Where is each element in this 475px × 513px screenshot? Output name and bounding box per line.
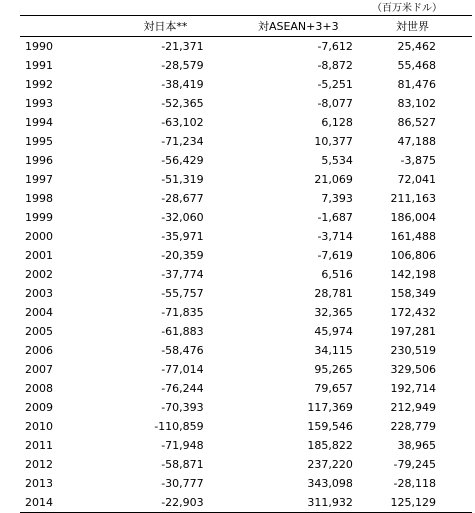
world-cell: 228,779 — [390, 420, 436, 433]
japan-cell: -76,244 — [161, 382, 204, 395]
table-row — [20, 113, 472, 132]
year-cell: 2002 — [25, 268, 53, 281]
year-cell: 1995 — [25, 135, 53, 148]
world-cell: 197,281 — [390, 325, 436, 338]
year-cell: 2012 — [25, 458, 53, 471]
header-japan: 対日本** — [67, 16, 203, 37]
trade-balance-table — [20, 15, 472, 513]
asean-cell: -7,612 — [317, 40, 353, 53]
header-row — [20, 16, 472, 37]
table-row — [20, 322, 472, 341]
japan-cell: -38,419 — [161, 78, 204, 91]
world-cell: 38,965 — [397, 439, 436, 452]
asean-cell: 21,069 — [314, 173, 353, 186]
japan-cell: -20,359 — [161, 249, 204, 262]
asean-cell: -3,714 — [317, 230, 353, 243]
asean-cell: 311,932 — [204, 493, 353, 513]
world-cell: 161,488 — [390, 230, 436, 243]
header-year — [20, 16, 67, 37]
year-cell: 2000 — [25, 230, 53, 243]
japan-cell: -35,971 — [161, 230, 204, 243]
japan-cell: -21,371 — [161, 40, 204, 53]
year-cell: 2007 — [25, 363, 53, 376]
japan-cell: -51,319 — [161, 173, 204, 186]
world-cell: 81,476 — [397, 78, 436, 91]
world-cell: -28,118 — [393, 477, 436, 490]
japan-cell: -32,060 — [161, 211, 204, 224]
japan-cell: -28,677 — [161, 192, 204, 205]
japan-cell: -58,871 — [161, 458, 204, 471]
world-cell: -3,875 — [400, 154, 436, 167]
table-row — [20, 398, 472, 417]
year-cell: 1993 — [25, 97, 53, 110]
asean-cell: 185,822 — [307, 439, 353, 452]
asean-cell: 343,098 — [307, 477, 353, 490]
asean-cell: 159,546 — [307, 420, 353, 433]
japan-cell: -55,757 — [161, 287, 204, 300]
year-cell: 2006 — [25, 344, 53, 357]
japan-cell: -56,429 — [161, 154, 204, 167]
year-cell: 1998 — [25, 192, 53, 205]
asean-cell: -1,687 — [317, 211, 353, 224]
header-asean: 対ASEAN+3+3 — [204, 16, 353, 37]
table-row — [20, 227, 472, 246]
table-row — [20, 493, 472, 513]
year-cell: 1999 — [25, 211, 53, 224]
asean-cell: 6,516 — [321, 268, 353, 281]
year-cell: 2008 — [25, 382, 53, 395]
world-cell: 25,462 — [397, 40, 436, 53]
table-row — [20, 189, 472, 208]
year-cell: 2005 — [25, 325, 53, 338]
year-cell: 2014 — [20, 493, 67, 513]
japan-cell: -110,859 — [154, 420, 204, 433]
year-cell: 1996 — [25, 154, 53, 167]
asean-cell: 28,781 — [314, 287, 353, 300]
world-cell: 83,102 — [397, 97, 436, 110]
japan-cell: -71,948 — [161, 439, 204, 452]
world-cell: 230,519 — [390, 344, 436, 357]
table-body — [20, 37, 472, 513]
asean-cell: 117,369 — [307, 401, 353, 414]
table-row — [20, 303, 472, 322]
table-row — [20, 37, 472, 57]
table-row — [20, 436, 472, 455]
table-row — [20, 246, 472, 265]
asean-cell: 79,657 — [314, 382, 353, 395]
asean-cell: 95,265 — [314, 363, 353, 376]
table-row — [20, 455, 472, 474]
japan-cell: -52,365 — [161, 97, 204, 110]
japan-cell: -28,579 — [161, 59, 204, 72]
world-cell: 186,004 — [390, 211, 436, 224]
table-row — [20, 56, 472, 75]
year-cell: 2013 — [25, 477, 53, 490]
world-cell: 142,198 — [390, 268, 436, 281]
table-row — [20, 94, 472, 113]
asean-cell: -7,619 — [317, 249, 353, 262]
year-cell: 1992 — [25, 78, 53, 91]
asean-cell: 34,115 — [314, 344, 353, 357]
asean-cell: 5,534 — [321, 154, 353, 167]
year-cell: 2004 — [25, 306, 53, 319]
table-row — [20, 132, 472, 151]
world-cell: 212,949 — [390, 401, 436, 414]
table-row — [20, 417, 472, 436]
world-cell: 55,468 — [397, 59, 436, 72]
table-header — [20, 16, 472, 37]
world-cell: 106,806 — [390, 249, 436, 262]
table-row — [20, 265, 472, 284]
header-world: 対世界 — [353, 16, 472, 37]
table-row — [20, 170, 472, 189]
world-cell: 86,527 — [397, 116, 436, 129]
world-cell: 329,506 — [390, 363, 436, 376]
year-cell: 1991 — [25, 59, 53, 72]
japan-cell: -30,777 — [161, 477, 204, 490]
unit-note: （百万米ドル） — [372, 3, 442, 14]
year-cell: 2011 — [25, 439, 53, 452]
world-cell: 192,714 — [390, 382, 436, 395]
world-cell: 172,432 — [390, 306, 436, 319]
japan-cell: -71,234 — [161, 135, 204, 148]
table-row — [20, 360, 472, 379]
asean-cell: 6,128 — [321, 116, 353, 129]
table-row — [20, 151, 472, 170]
world-cell: 211,163 — [390, 192, 436, 205]
world-cell: 47,188 — [397, 135, 436, 148]
table-row — [20, 474, 472, 493]
year-cell: 2001 — [25, 249, 53, 262]
year-cell: 1997 — [25, 173, 53, 186]
year-cell: 1990 — [25, 40, 53, 53]
japan-cell: -63,102 — [161, 116, 204, 129]
asean-cell: 45,974 — [314, 325, 353, 338]
japan-cell: -22,903 — [67, 493, 203, 513]
asean-cell: 237,220 — [307, 458, 353, 471]
table-row — [20, 75, 472, 94]
table-row — [20, 284, 472, 303]
japan-cell: -70,393 — [161, 401, 204, 414]
japan-cell: -71,835 — [161, 306, 204, 319]
asean-cell: -8,872 — [317, 59, 353, 72]
asean-cell: 7,393 — [321, 192, 353, 205]
asean-cell: 32,365 — [314, 306, 353, 319]
table-row — [20, 208, 472, 227]
year-cell: 1994 — [25, 116, 53, 129]
year-cell: 2003 — [25, 287, 53, 300]
year-cell: 2009 — [25, 401, 53, 414]
asean-cell: -5,251 — [317, 78, 353, 91]
japan-cell: -58,476 — [161, 344, 204, 357]
world-cell: -79,245 — [393, 458, 436, 471]
japan-cell: -37,774 — [161, 268, 204, 281]
japan-cell: -77,014 — [161, 363, 204, 376]
asean-cell: -8,077 — [317, 97, 353, 110]
table-row — [20, 341, 472, 360]
year-cell: 2010 — [25, 420, 53, 433]
world-cell: 125,129 — [353, 493, 472, 513]
asean-cell: 10,377 — [314, 135, 353, 148]
japan-cell: -61,883 — [161, 325, 204, 338]
world-cell: 158,349 — [390, 287, 436, 300]
table-row — [20, 379, 472, 398]
world-cell: 72,041 — [397, 173, 436, 186]
